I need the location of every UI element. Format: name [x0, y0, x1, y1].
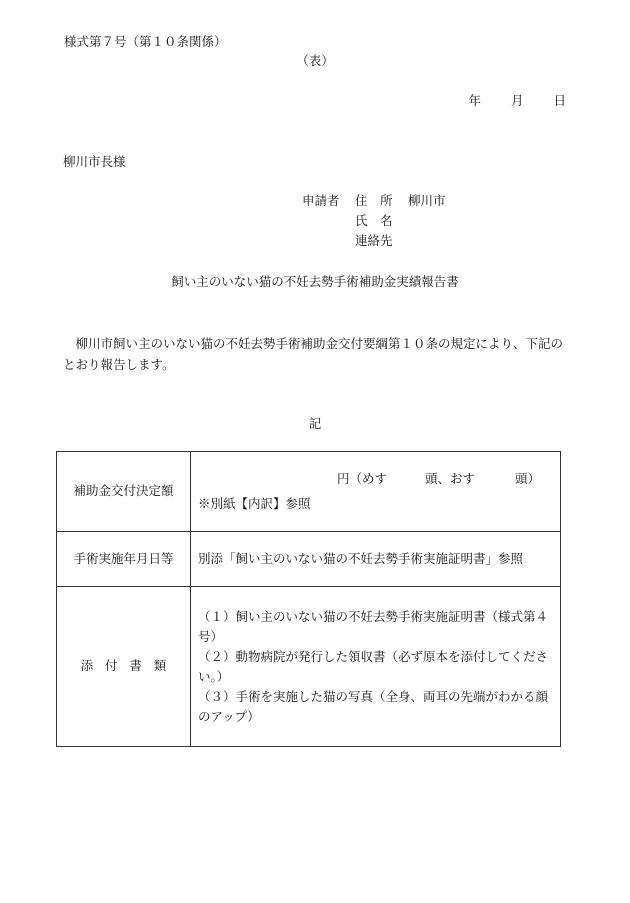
- applicant-label: 申請者: [302, 193, 340, 208]
- side-label: （表）: [296, 53, 334, 68]
- date-year: 年: [468, 93, 481, 108]
- address-value: 柳川市: [408, 193, 446, 208]
- form-number: 様式第７号（第１０条関係）: [64, 34, 227, 49]
- attachments-header-text: 添付書類: [80, 658, 179, 674]
- amount-yen: 円（めす: [337, 471, 388, 486]
- list-item: （３）手術を実施した猫の写真（全身、両耳の先端がわかる顔のアップ）: [198, 688, 549, 724]
- list-item: （２）動物病院が発行した領収書（必ず原本を添付してください。）: [198, 648, 549, 684]
- amount-female-heads: 頭、おす: [425, 471, 476, 486]
- body-paragraph: 柳川市飼い主のいない猫の不妊去勢手術補助金交付要綱第１０条の規定により、下記のとおり報告します。: [63, 336, 564, 372]
- date-month: 月: [510, 93, 524, 108]
- document-title: 飼い主のいない猫の不妊去勢手術補助金実績報告書: [171, 274, 459, 289]
- table-row-amount: [57, 452, 561, 532]
- addressee: 柳川市長様: [63, 154, 126, 169]
- amount-note: ※別紙【内訳】参照: [198, 495, 311, 511]
- date-value: 別添「飼い主のいない猫の不妊去勢手術実施証明書」参照: [198, 550, 524, 566]
- ki-label: 記: [308, 416, 322, 431]
- contact-label: 連絡先: [355, 233, 393, 248]
- attachments-header: [57, 587, 191, 747]
- amount-cell: [191, 452, 561, 532]
- date-day: 日: [553, 93, 566, 108]
- date-header: 手術実施年月日等: [57, 532, 191, 587]
- table-row-date: [57, 532, 561, 587]
- detail-table: [56, 451, 561, 747]
- amount-header: 補助金交付決定額: [57, 452, 191, 532]
- name-label: 氏 名: [355, 213, 393, 228]
- attachments-cell: [191, 587, 561, 747]
- date-cell: [191, 532, 561, 587]
- amount-male-heads: 頭）: [515, 471, 541, 486]
- attachments-list: [191, 607, 560, 727]
- amount-line: [191, 473, 560, 486]
- table-row-attachments: [57, 587, 561, 747]
- list-item: （１）飼い主のいない猫の不妊去勢手術実施証明書（様式第４号）: [198, 608, 549, 644]
- date-line: [468, 95, 566, 108]
- address-label: 住 所: [355, 193, 393, 208]
